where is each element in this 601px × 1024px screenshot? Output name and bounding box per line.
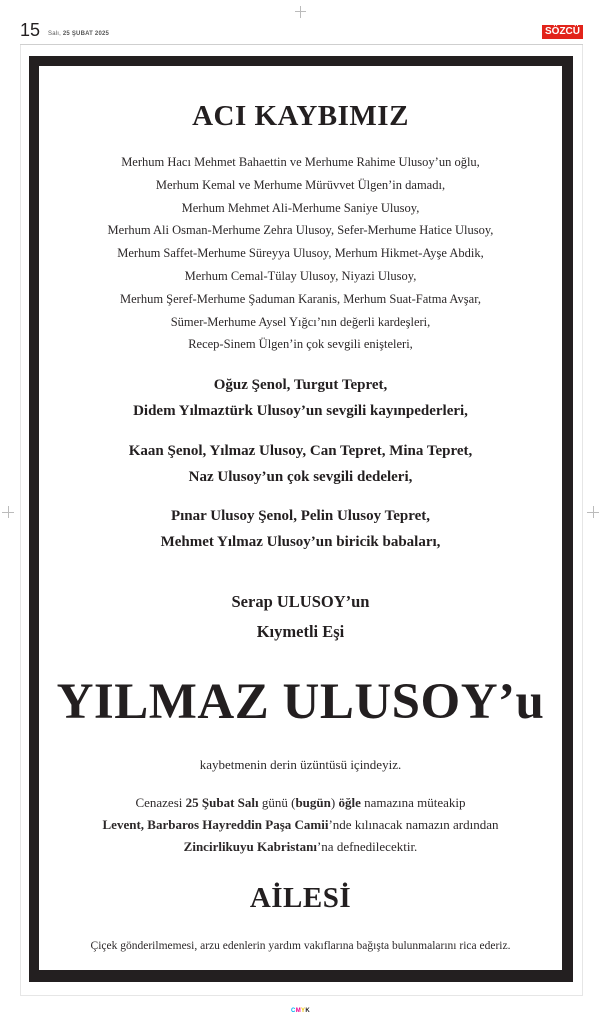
relatives-line: Merhum Ali Osman-Merhume Zehra Ulusoy, Sefer-Merhume Hatice Ulusoy, [107,223,494,238]
relatives-line: Merhum Kemal ve Merhume Mürüvvet Ülgen’in damadı, [155,177,446,192]
page-edge-right [582,44,583,996]
children-line: Mehmet Yılmaz Ulusoy’un biricik babaları, [160,534,441,550]
relatives-list [39,151,562,356]
cmyk-letter-m: M [295,1008,301,1014]
grandchildren-line: Kaan Şenol, Yılmaz Ulusoy, Can Tepret, Mina Tepret, [128,443,473,459]
funeral-mosque: Levent, Barbaros Hayreddin Paşa Camii [102,817,329,832]
crop-mark-top-cross [295,11,306,12]
page-date-value: 25 ŞUBAT 2025 [62,31,110,37]
newspaper-logo: SÖZCÜ [542,25,583,39]
funeral-info [39,792,562,858]
funeral-text: ’nde kılınacak namazın ardından [328,817,499,832]
page-date [48,31,109,37]
relatives-line: Merhum Şeref-Merhume Şaduman Karanis, Merhum Suat-Fatma Avşar, [120,291,481,306]
spouse-block [39,587,562,647]
funeral-cemetery: Zincirlikuyu Kabristanı [183,839,317,854]
funeral-text: ) [330,795,339,810]
page-day: Salı, [48,31,62,37]
page-number: 15 [20,20,41,40]
grief-line: kaybetmenin derin üzüntüsü içindeyiz. [199,757,402,772]
crop-mark-top [300,6,301,18]
relatives-line: Merhum Mehmet Ali-Merhume Saniye Ulusoy, [181,200,420,215]
relatives-line: Merhum Cemal-Tülay Ulusoy, Niyazi Ulusoy, [184,268,417,283]
page-header [20,20,583,46]
in-laws-line: Oğuz Şenol, Turgut Tepret, [213,377,388,393]
funeral-text: günü ( [258,795,296,810]
funeral-line-3 [39,836,562,858]
funeral-text: namazına müteakip [360,795,466,810]
relatives-line: Merhum Saffet-Merhume Süreyya Ulusoy, Merhum Hikmet-Ayşe Abdik, [117,246,484,261]
donation-note: Çiçek gönderilmemesi, arzu edenlerin yardım vakıflarına bağışta bulunmalarını rica ederiz. [90,940,511,952]
relatives-line: Sümer-Merhume Aysel Yığcı’nın değerli kardeşleri, [170,314,431,329]
funeral-date: 25 Şubat Salı [185,795,259,810]
cmyk-letter-y: Y [301,1008,306,1014]
funeral-today: bugün [295,795,331,810]
children-block [39,503,562,555]
in-laws-line: Didem Yılmaztürk Ulusoy’un sevgili kayınpederleri, [133,403,468,419]
relatives-line: Recep-Sinem Ülgen’in çok sevgili enişteleri, [188,337,413,352]
deceased-name: YILMAZ ULUSOY’u [56,674,545,730]
cmyk-letter-k: K [305,1008,310,1014]
spouse-line: Kıymetli Eşi [256,622,345,641]
children-line: Pınar Ulusoy Şenol, Pelin Ulusoy Tepret, [170,508,431,524]
page-edge-bottom [20,995,583,996]
spouse-line: Serap ULUSOY’un [231,592,370,611]
funeral-text: ’na defnedilecektir. [316,839,418,854]
grandchildren-block [39,438,562,490]
crop-mark-left-cross [8,506,9,518]
cmyk-print-mark [0,1008,601,1014]
funeral-line-1 [39,792,562,814]
crop-mark-right-cross [593,506,594,518]
grandchildren-line: Naz Ulusoy’un çok sevgili dedeleri, [188,469,413,485]
funeral-line-2 [39,814,562,836]
header-divider [20,44,583,45]
notice-title: ACI KAYBIMIZ [192,100,409,132]
funeral-text: Cenazesi [135,795,186,810]
obituary-notice [39,66,562,970]
family-signature: AİLESİ [249,882,352,914]
page-edge-left [20,44,21,996]
cmyk-letter-c: C [291,1008,296,1014]
relatives-line: Merhum Hacı Mehmet Bahaettin ve Merhume Rahime Ulusoy’un oğlu, [121,155,480,169]
funeral-prayer-time: öğle [338,795,361,810]
in-laws-block [39,372,562,424]
